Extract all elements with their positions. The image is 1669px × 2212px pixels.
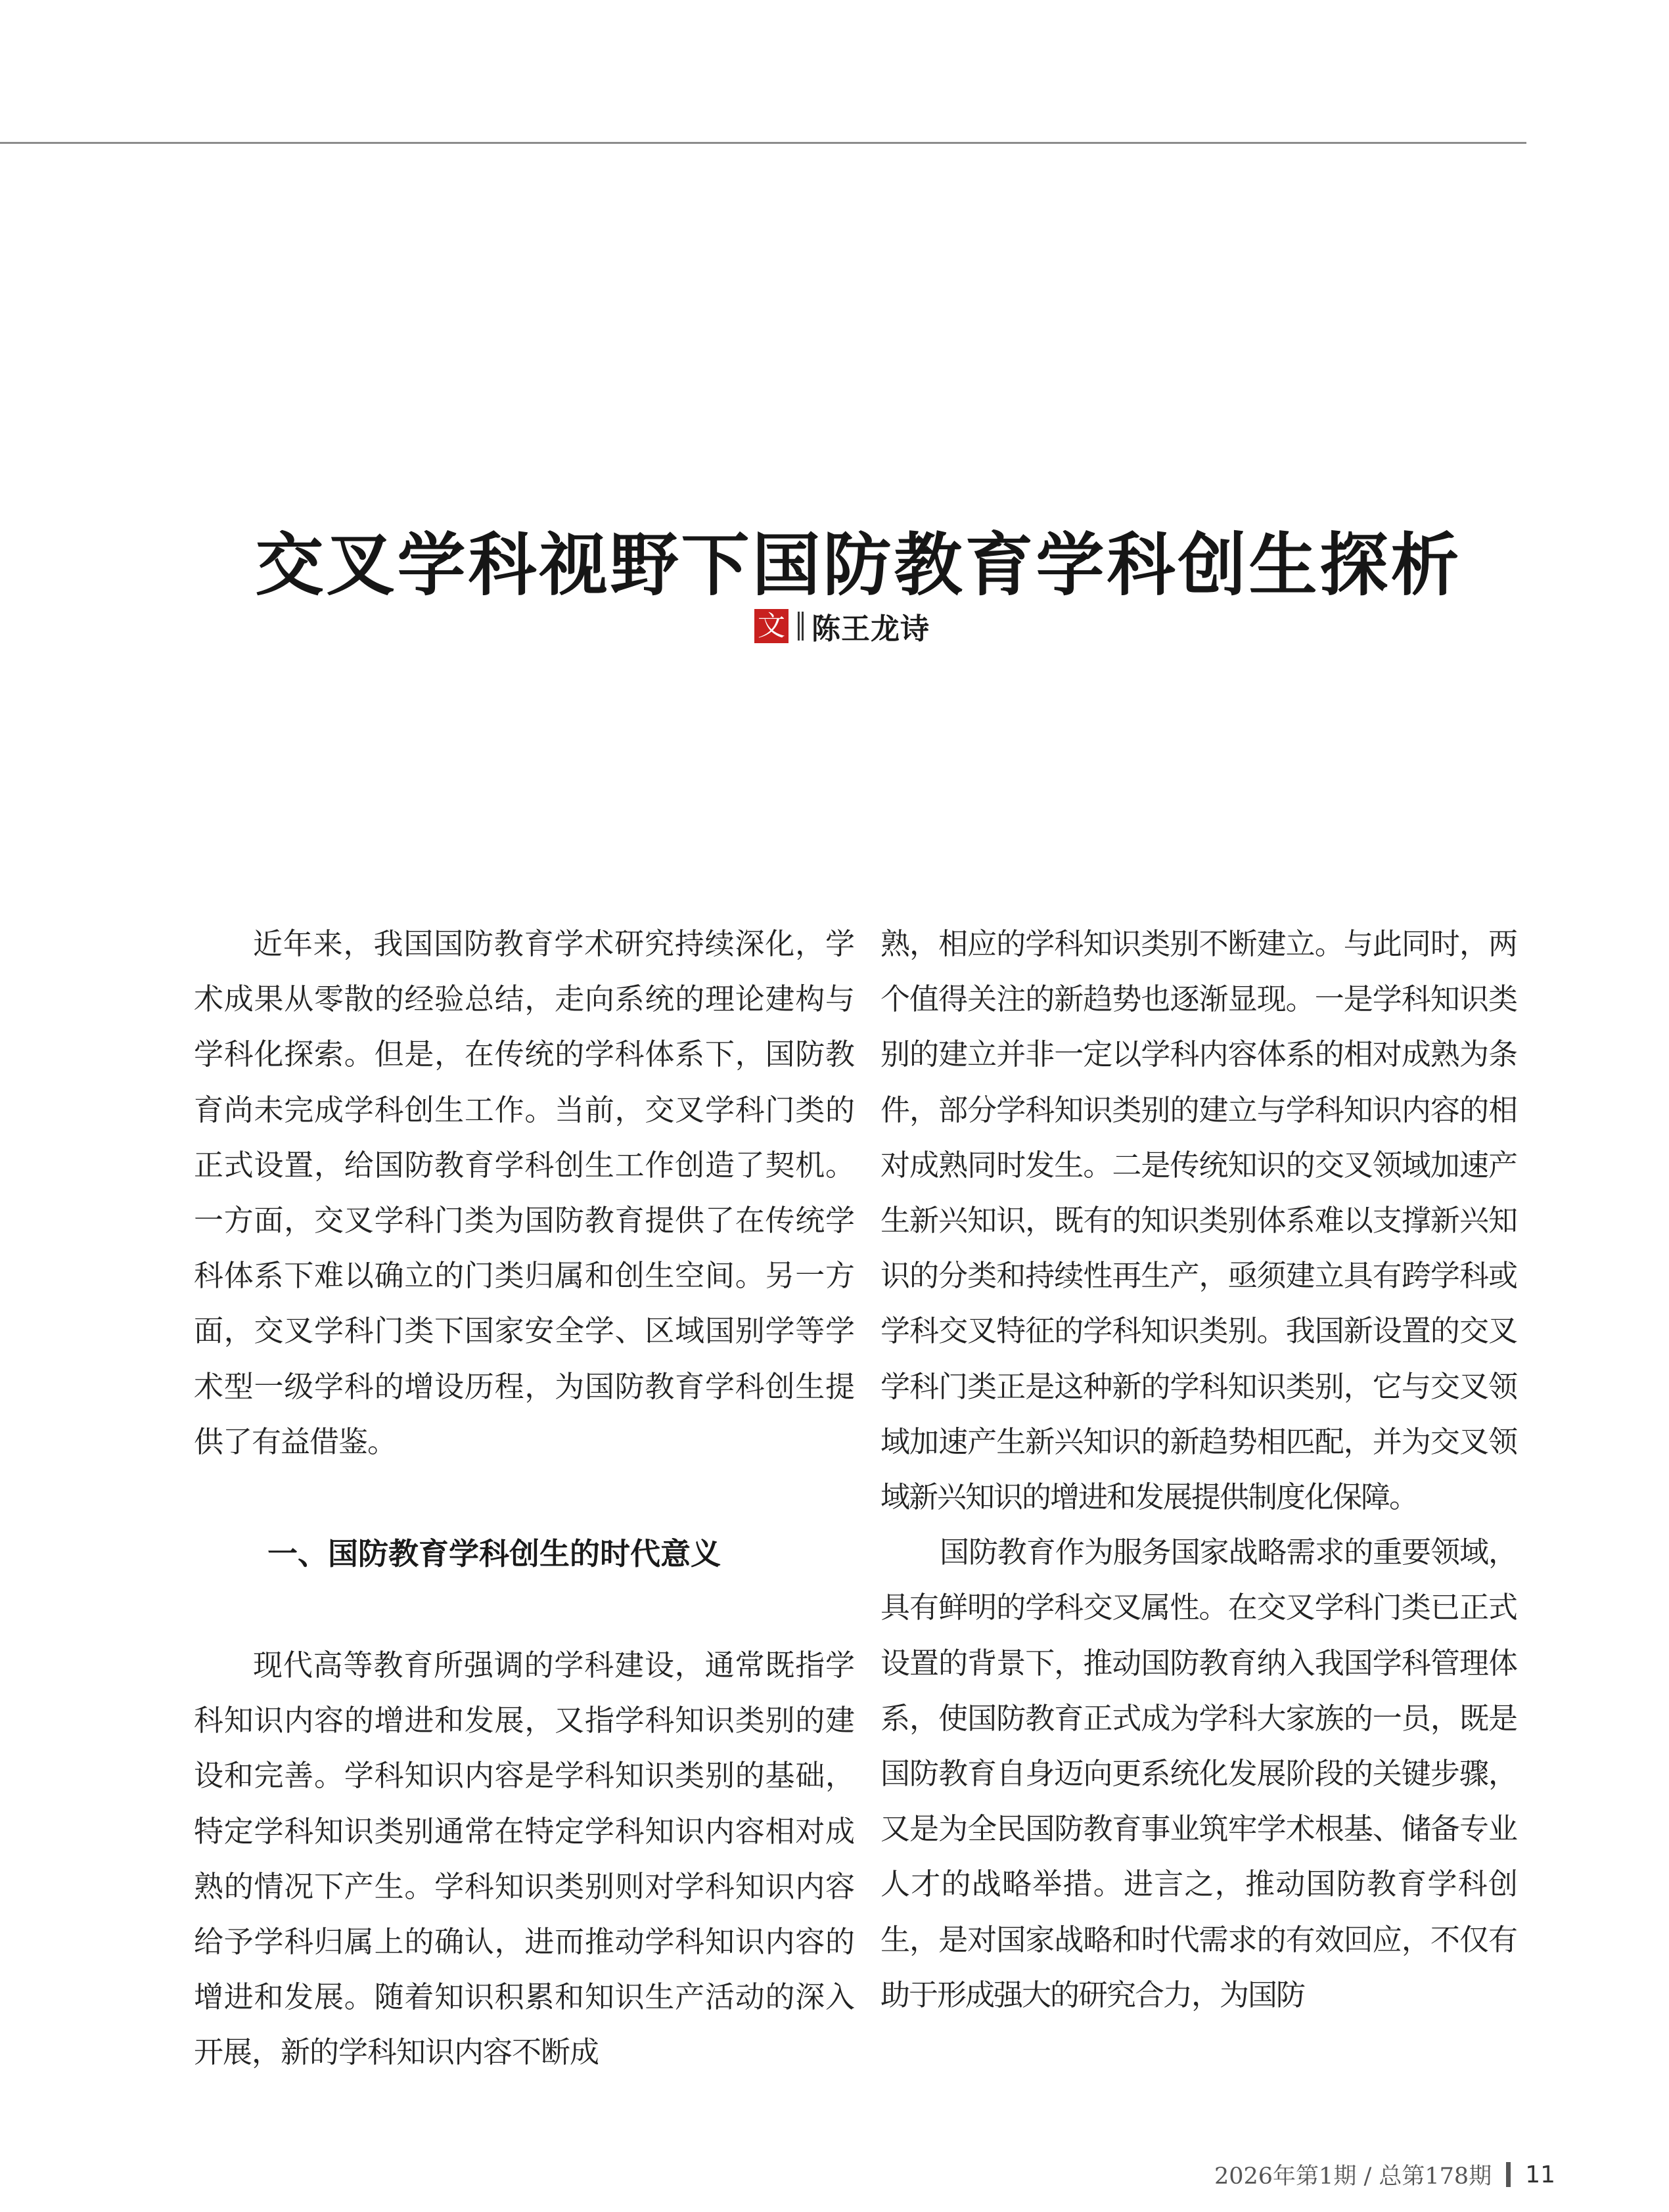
footer-separator	[1506, 2162, 1511, 2187]
top-rule	[0, 142, 1526, 144]
page-number: 11	[1525, 2161, 1555, 2188]
issue-info: 2026年第1期 / 总第178期	[1214, 2163, 1492, 2190]
article-title: 交叉学科视野下国防教育学科创生探析	[255, 524, 1462, 605]
section-paragraph: 现代高等教育所强调的学科建设，通常既指学科知识内容的增进和发展，又指学科知识类别的建设和完善。学科知识内容是学科知识类别的基础，特定学科知识类别通常在特定学科知识内容相对成熟的情况下产生。学科知识类别则对学科知识内容给予学科归属上的确认，进而推动学科知识内容的增进和发展。随着知识积累和知识生产活动的深入开展，新的学科知识内容不断成	[194, 1648, 854, 2070]
left-column	[194, 916, 854, 2081]
page-footer	[1214, 2154, 1555, 2196]
byline-separator	[798, 612, 804, 641]
author-name: 陈王龙诗	[812, 612, 930, 646]
continuation-paragraph: 熟，相应的学科知识类别不断建立。与此同时，两个值得关注的新趋势也逐渐显现。一是学科知识类别的建立并非一定以学科内容体系的相对成熟为条件，部分学科知识类别的建立与学科知识内容的相对成熟同时发生。二是传统知识的交叉领域加速产生新兴知识，既有的知识类别体系难以支撑新兴知识的分类和持续性再生产，亟须建立具有跨学科或学科交叉特征的学科知识类别。我国新设置的交叉学科门类正是这种新的学科知识类别，它与交叉领域加速产生新兴知识的新趋势相匹配，并为交叉领域新兴知识的增进和发展提供制度化保障。	[880, 926, 1517, 1515]
section-heading: 一、国防教育学科创生的时代意义	[267, 1536, 721, 1572]
right-column	[880, 916, 1517, 2023]
defense-education-paragraph: 国防教育作为服务国家战略需求的重要领域，具有鲜明的学科交叉属性。在交叉学科门类已正式设置的背景下，推动国防教育纳入我国学科管理体系，使国防教育正式成为学科大家族的一员，既是国防教育自身迈向更系统化发展阶段的关键步骤，又是为全民国防教育事业筑牢学术根基、储备专业人才的战略举措。进言之，推动国防教育学科创生，是对国家战略和时代需求的有效回应，不仅有助于形成强大的研究合力，为国防	[880, 1535, 1517, 2012]
byline	[754, 606, 930, 646]
intro-paragraph: 近年来，我国国防教育学术研究持续深化，学术成果从零散的经验总结，走向系统的理论建构与学科化探索。但是，在传统的学科体系下，国防教育尚未完成学科创生工作。当前，交叉学科门类的正式设置，给国防教育学科创生工作创造了契机。一方面，交叉学科门类为国防教育提供了在传统学科体系下难以确立的门类归属和创生空间。另一方面，交叉学科门类下国家安全学、区域国别学等学术型一级学科的增设历程，为国防教育学科创生提供了有益借鉴。	[194, 926, 854, 1459]
byline-label-badge: 文	[754, 609, 789, 643]
